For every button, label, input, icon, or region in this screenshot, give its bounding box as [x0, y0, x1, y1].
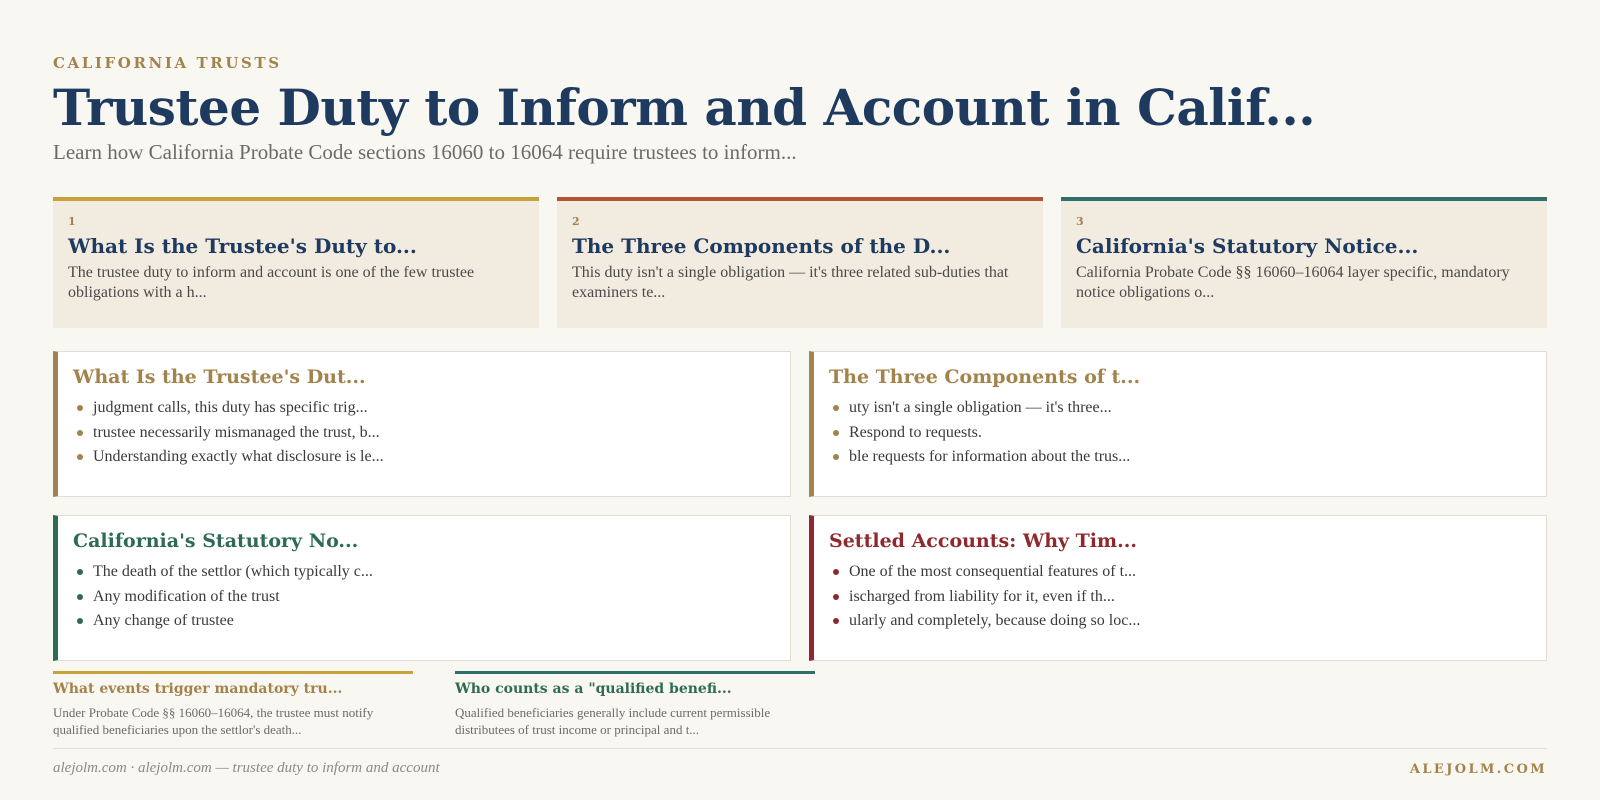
list-item-text: ularly and completely, because doing so loc...: [849, 612, 1141, 629]
card-title: California's Statutory Notice...: [1076, 234, 1419, 258]
section-panel-statutory: [53, 515, 791, 661]
panel-title: What Is the Trustee's Dut...: [73, 366, 366, 388]
panel-title: The Three Components of t...: [829, 366, 1141, 388]
page: [53, 0, 1547, 800]
section-panel-components: [809, 351, 1547, 497]
section-panel-duty: [53, 351, 791, 497]
bullet-dot-icon: [77, 454, 83, 460]
footer-divider: [53, 748, 1547, 749]
bullet-dot-icon: [77, 618, 83, 624]
list-item: [73, 445, 774, 470]
list-item: [73, 396, 774, 421]
card-body: The trustee duty to inform and account is one of the few trustee obligations with a h...: [68, 264, 475, 301]
bullet-dot-icon: [77, 569, 83, 575]
list-item-text: trustee necessarily mismanaged the trust, b...: [93, 423, 380, 441]
card-number: 3: [1076, 215, 1084, 228]
bullet-dot-icon: [833, 618, 839, 624]
list-item-text: Any modification of the trust: [93, 587, 280, 605]
list-item-text: judgment calls, this duty has specific trig...: [93, 399, 368, 416]
card-body: This duty isn't a single obligation — it's three related sub-duties that examiners te...: [572, 264, 1009, 301]
summary-cards: [53, 197, 1547, 328]
bullet-dot-icon: [833, 569, 839, 575]
list-item: [829, 396, 1530, 421]
faq-item-triggers[interactable]: [53, 671, 413, 738]
panel-title: Settled Accounts: Why Tim...: [829, 530, 1137, 552]
bullet-list: [829, 560, 1530, 634]
faq-answer: Qualified beneficiaries generally include current permissible distributees of trust income or principal and t...: [455, 705, 771, 737]
card-body: California Probate Code §§ 16060–16064 layer specific, mandatory notice obligations o...: [1076, 264, 1510, 301]
card-number: 1: [68, 215, 76, 228]
list-item-text: ischarged from liability for it, even if th...: [849, 587, 1115, 605]
faq-question: What events trigger mandatory tru...: [53, 681, 343, 697]
bullet-list: [73, 560, 774, 634]
bullet-dot-icon: [833, 405, 839, 411]
list-item: [73, 560, 774, 585]
list-item: [829, 421, 1530, 446]
bullet-dot-icon: [833, 594, 839, 600]
list-item: [829, 585, 1530, 610]
faq-question: Who counts as a "qualified benefi...: [455, 681, 732, 697]
bullet-dot-icon: [833, 430, 839, 436]
card-number: 2: [572, 215, 580, 228]
footer-brand-link[interactable]: ALEJOLM.COM: [1409, 762, 1547, 777]
summary-card-2[interactable]: [557, 197, 1043, 328]
bullet-dot-icon: [77, 430, 83, 436]
footer-caption: alejolm.com · alejolm.com — trustee duty to inform and account: [53, 760, 440, 776]
section-panel-settled-accounts: [809, 515, 1547, 661]
summary-card-1[interactable]: [53, 197, 539, 328]
card-title: The Three Components of the D...: [572, 234, 951, 258]
bullet-dot-icon: [833, 454, 839, 460]
list-item: [829, 560, 1530, 585]
list-item-text: The death of the settlor (which typically c...: [93, 563, 373, 580]
faq-item-qualified-beneficiaries[interactable]: [455, 671, 815, 738]
list-item-text: One of the most consequential features of t...: [849, 563, 1137, 580]
list-item-text: Any change of trustee: [93, 612, 234, 629]
bullet-list: [829, 396, 1530, 470]
summary-card-3[interactable]: [1061, 197, 1547, 328]
list-item-text: uty isn't a single obligation — it's three...: [849, 399, 1112, 416]
faq-answer: Under Probate Code §§ 16060–16064, the trustee must notify qualified beneficiaries upon the settlor's death...: [53, 705, 374, 737]
list-item: [829, 609, 1530, 634]
list-item-text: ble requests for information about the trus...: [849, 448, 1131, 465]
card-title: What Is the Trustee's Duty to...: [68, 234, 417, 258]
list-item: [829, 445, 1530, 470]
bullet-list: [73, 396, 774, 470]
list-item: [73, 585, 774, 610]
panel-title: California's Statutory No...: [73, 530, 359, 552]
list-item: [73, 609, 774, 634]
bullet-dot-icon: [77, 405, 83, 411]
category-eyebrow: CALIFORNIA TRUSTS: [53, 54, 282, 72]
page-subtitle: Learn how California Probate Code sections 16060 to 16064 require trustees to inform...: [53, 140, 797, 164]
list-item-text: Respond to requests.: [849, 423, 982, 441]
bullet-dot-icon: [77, 594, 83, 600]
list-item: [73, 421, 774, 446]
page-title: Trustee Duty to Inform and Account in Calif...: [53, 78, 1316, 137]
list-item-text: Understanding exactly what disclosure is le...: [93, 448, 384, 465]
